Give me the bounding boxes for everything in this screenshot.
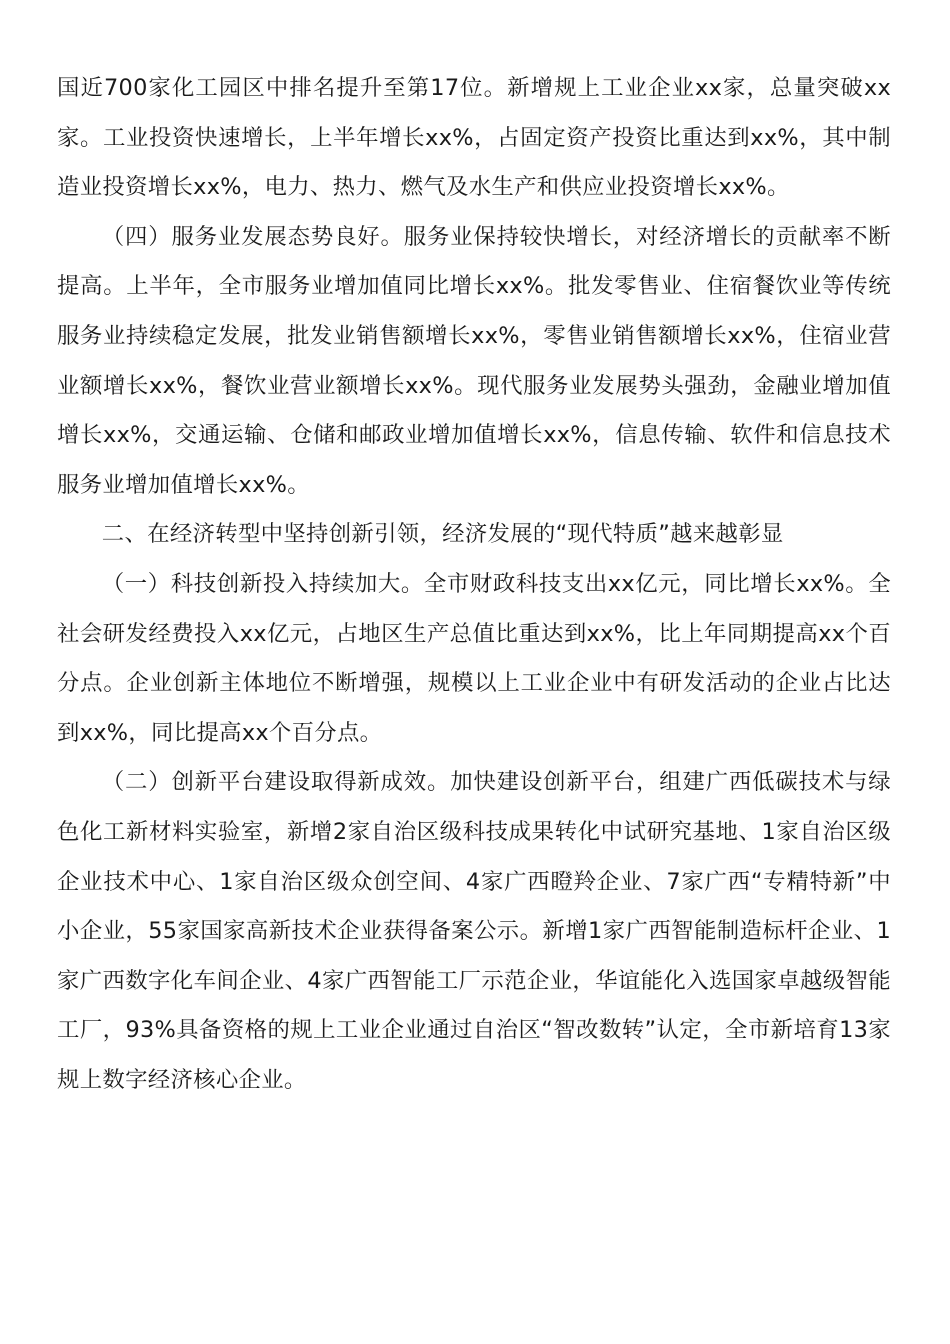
paragraph-tech-investment: （一）科技创新投入持续加大。全市财政科技支出xx亿元，同比增长xx%。全社会研发经费投入xx亿元，占地区生产总值比重达到xx%，比上年同期提高xx个百分点。企业创新主体地位不断增强，规模以上工业企业中有研发活动的企业占比达到xx%，同比提高xx个百分点。 [57, 570, 891, 746]
paragraph-industry-continuation: 国近700家化工园区中排名提升至第17位。新增规上工业企业xx家，总量突破xx家。工业投资快速增长，上半年增长xx%，占固定资产投资比重达到xx%，其中制造业投资增长xx%，电力、热力、燃气及水生产和供应业投资增长xx%。 [57, 75, 891, 201]
document-body [57, 64, 891, 1105]
paragraph-innovation-platforms: （二）创新平台建设取得新成效。加快建设创新平台，组建广西低碳技术与绿色化工新材料实验室，新增2家自治区级科技成果转化中试研究基地、1家自治区级企业技术中心、1家自治区级众创空间、4家广西瞪羚企业、7家广西“专精特新”中小企业，55家国家高新技术企业获得备案公示。新增1家广西智能制造标杆企业、1家广西数字化车间企业、4家广西智能工厂示范企业，华谊能化入选国家卓越级智能工厂，93%具备资格的规上工业企业通过自治区“智改数转”认定，全市新培育13家规上数字经济核心企业。 [57, 769, 891, 1093]
section-heading-innovation: 二、在经济转型中坚持创新引领，经济发展的“现代特质”越来越彰显 [101, 521, 784, 548]
paragraph-services-development: （四）服务业发展态势良好。服务业保持较快增长，对经济增长的贡献率不断提高。上半年，全市服务业增加值同比增长xx%。批发零售业、住宿餐饮业等传统服务业持续稳定发展，批发业销售额增长xx%，零售业销售额增长xx%，住宿业营业额增长xx%，餐饮业营业额增长xx%。现代服务业发展势头强劲，金融业增加值增长xx%，交通运输、仓储和邮政业增加值增长xx%，信息传输、软件和信息技术服务业增加值增长xx%。 [57, 223, 891, 498]
